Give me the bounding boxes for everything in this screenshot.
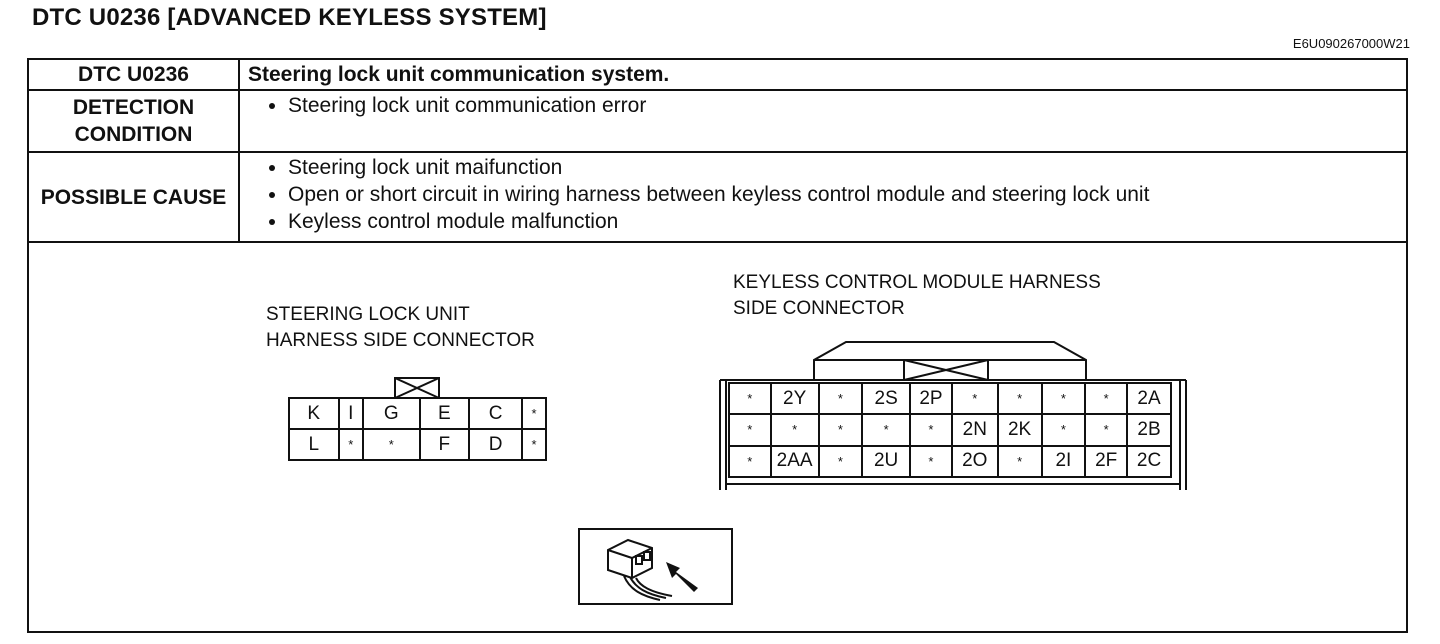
- keyless-control-module-connector: [728, 382, 1172, 478]
- connector-pin: *: [729, 446, 771, 477]
- connector-pin: *: [729, 383, 771, 414]
- caption-line: SIDE CONNECTOR: [733, 298, 905, 319]
- connector-pin: *: [522, 429, 546, 460]
- connector-pin: L: [289, 429, 339, 460]
- connector-pin: *: [339, 429, 364, 460]
- connector-pin: *: [1085, 414, 1127, 445]
- caption-line: HARNESS SIDE CONNECTOR: [266, 330, 535, 351]
- connector-pin: *: [910, 414, 952, 445]
- connector-pin: 2I: [1042, 446, 1086, 477]
- connector-pin: *: [998, 446, 1042, 477]
- table-row: [29, 60, 1406, 90]
- connector-pin: D: [469, 429, 522, 460]
- connector-pin: 2S: [862, 383, 910, 414]
- page-title: DTC U0236 [ADVANCED KEYLESS SYSTEM]: [32, 4, 547, 31]
- connector-pin: F: [420, 429, 470, 460]
- connector-pin: 2U: [862, 446, 910, 477]
- document-id: E6U090267000W21: [1292, 36, 1410, 51]
- steering-lock-connector: [288, 397, 547, 461]
- connector-pin: *: [1085, 383, 1127, 414]
- row-label-dtc: DTC U0236: [29, 60, 239, 90]
- connector-pin: 2Y: [771, 383, 819, 414]
- caption-line: KEYLESS CONTROL MODULE HARNESS: [733, 272, 1101, 293]
- connector-pin: G: [363, 398, 420, 429]
- connector-pin: 2AA: [771, 446, 819, 477]
- connector-pin: *: [998, 383, 1042, 414]
- row-label-cause: POSSIBLE CAUSE: [29, 152, 239, 242]
- connector-pin: *: [952, 383, 998, 414]
- connector-lock-tab-icon: [394, 377, 440, 399]
- connector-pin: 2C: [1127, 446, 1171, 477]
- connector-pin: I: [339, 398, 364, 429]
- row-label-detection: DETECTION CONDITION: [29, 90, 239, 152]
- connector-pin: 2B: [1127, 414, 1171, 445]
- connector-row: [729, 383, 1171, 414]
- caption-line: STEERING LOCK UNIT: [266, 304, 470, 325]
- detection-condition: [239, 90, 1406, 152]
- possible-cause: [239, 152, 1406, 242]
- cause-item: • Steering lock unit maifunction: [288, 154, 1405, 181]
- connector-pin: *: [910, 446, 952, 477]
- connector-pin: 2N: [952, 414, 998, 445]
- connector-pin: *: [771, 414, 819, 445]
- connector-pin: *: [819, 383, 863, 414]
- cause-item: • Open or short circuit in wiring harness between keyless control module and steering lock unit: [288, 181, 1405, 208]
- connector-pin: C: [469, 398, 522, 429]
- connector-row: [729, 446, 1171, 477]
- connector-probe-icon: [578, 528, 733, 605]
- connector-row: [289, 429, 546, 460]
- connector-row: [729, 414, 1171, 445]
- connector-pin: 2O: [952, 446, 998, 477]
- connector-pin: 2K: [998, 414, 1042, 445]
- connector-pin: *: [729, 414, 771, 445]
- dtc-description: Steering lock unit communication system.: [239, 60, 1406, 90]
- connector-pin: 2A: [1127, 383, 1171, 414]
- connector-pin: E: [420, 398, 470, 429]
- connector-pin: *: [819, 414, 863, 445]
- connector-pin: *: [819, 446, 863, 477]
- connector-row: [289, 398, 546, 429]
- connector-pin: *: [1042, 383, 1086, 414]
- connector-pin: *: [522, 398, 546, 429]
- cause-item: • Keyless control module malfunction: [288, 208, 1405, 235]
- detection-item: • Steering lock unit communication error: [288, 92, 1405, 119]
- connector-pin: 2F: [1085, 446, 1127, 477]
- table-row: [29, 152, 1406, 242]
- steering-connector-caption: [266, 302, 535, 354]
- connector-pin: 2P: [910, 383, 952, 414]
- connector-pin: *: [1042, 414, 1086, 445]
- connector-pin: K: [289, 398, 339, 429]
- table-row: [29, 90, 1406, 152]
- keyless-connector-caption: [733, 270, 1101, 322]
- dtc-table: [29, 60, 1406, 243]
- connector-pin: *: [363, 429, 420, 460]
- connector-pin: *: [862, 414, 910, 445]
